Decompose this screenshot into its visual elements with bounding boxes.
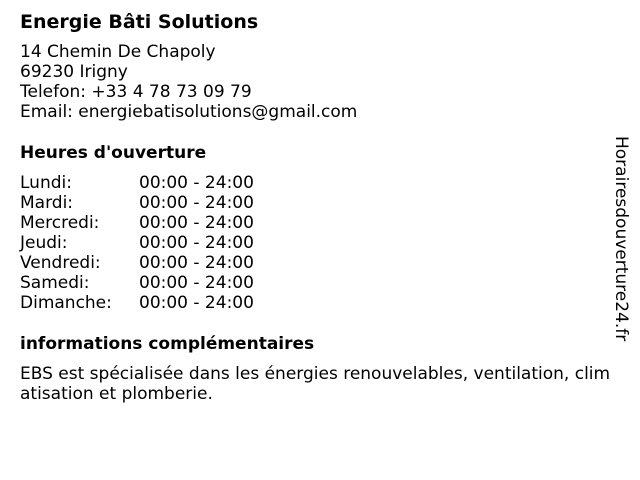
day-label: Mercredi: bbox=[20, 213, 100, 233]
business-name: Energie Bâti Solutions bbox=[20, 11, 259, 33]
info-text: EBS est spécialisée dans les énergies renouvelables, ventilation, climatisation et plomberie. bbox=[20, 364, 611, 404]
day-label: Mardi: bbox=[20, 193, 74, 213]
address-city: 69230 Irigny bbox=[20, 62, 128, 82]
day-label: Jeudi: bbox=[20, 233, 68, 253]
day-label: Samedi: bbox=[20, 273, 90, 293]
hours-row-wednesday bbox=[20, 213, 600, 233]
hours-row-friday bbox=[20, 253, 600, 273]
info-title: informations complémentaires bbox=[20, 334, 315, 354]
time-range: 00:00 - 24:00 bbox=[139, 233, 254, 253]
phone-line: Telefon: +33 4 78 73 09 79 bbox=[20, 82, 252, 102]
hours-row-tuesday bbox=[20, 193, 600, 213]
time-range: 00:00 - 24:00 bbox=[139, 213, 254, 233]
address-street: 14 Chemin De Chapoly bbox=[20, 42, 216, 62]
day-label: Vendredi: bbox=[20, 253, 101, 273]
time-range: 00:00 - 24:00 bbox=[139, 253, 254, 273]
day-label: Dimanche: bbox=[20, 293, 112, 313]
time-range: 00:00 - 24:00 bbox=[139, 173, 254, 193]
site-watermark: Horairesdouverture24.fr bbox=[611, 136, 631, 342]
time-range: 00:00 - 24:00 bbox=[139, 193, 254, 213]
hours-title: Heures d'ouverture bbox=[20, 143, 207, 163]
hours-row-thursday bbox=[20, 233, 600, 253]
time-range: 00:00 - 24:00 bbox=[139, 293, 254, 313]
hours-row-saturday bbox=[20, 273, 600, 293]
email-line: Email: energiebatisolutions@gmail.com bbox=[20, 102, 358, 122]
day-label: Lundi: bbox=[20, 173, 72, 193]
hours-row-sunday bbox=[20, 293, 600, 313]
business-card bbox=[20, 10, 611, 404]
hours-table bbox=[20, 173, 600, 313]
time-range: 00:00 - 24:00 bbox=[139, 273, 254, 293]
hours-row-monday bbox=[20, 173, 600, 193]
